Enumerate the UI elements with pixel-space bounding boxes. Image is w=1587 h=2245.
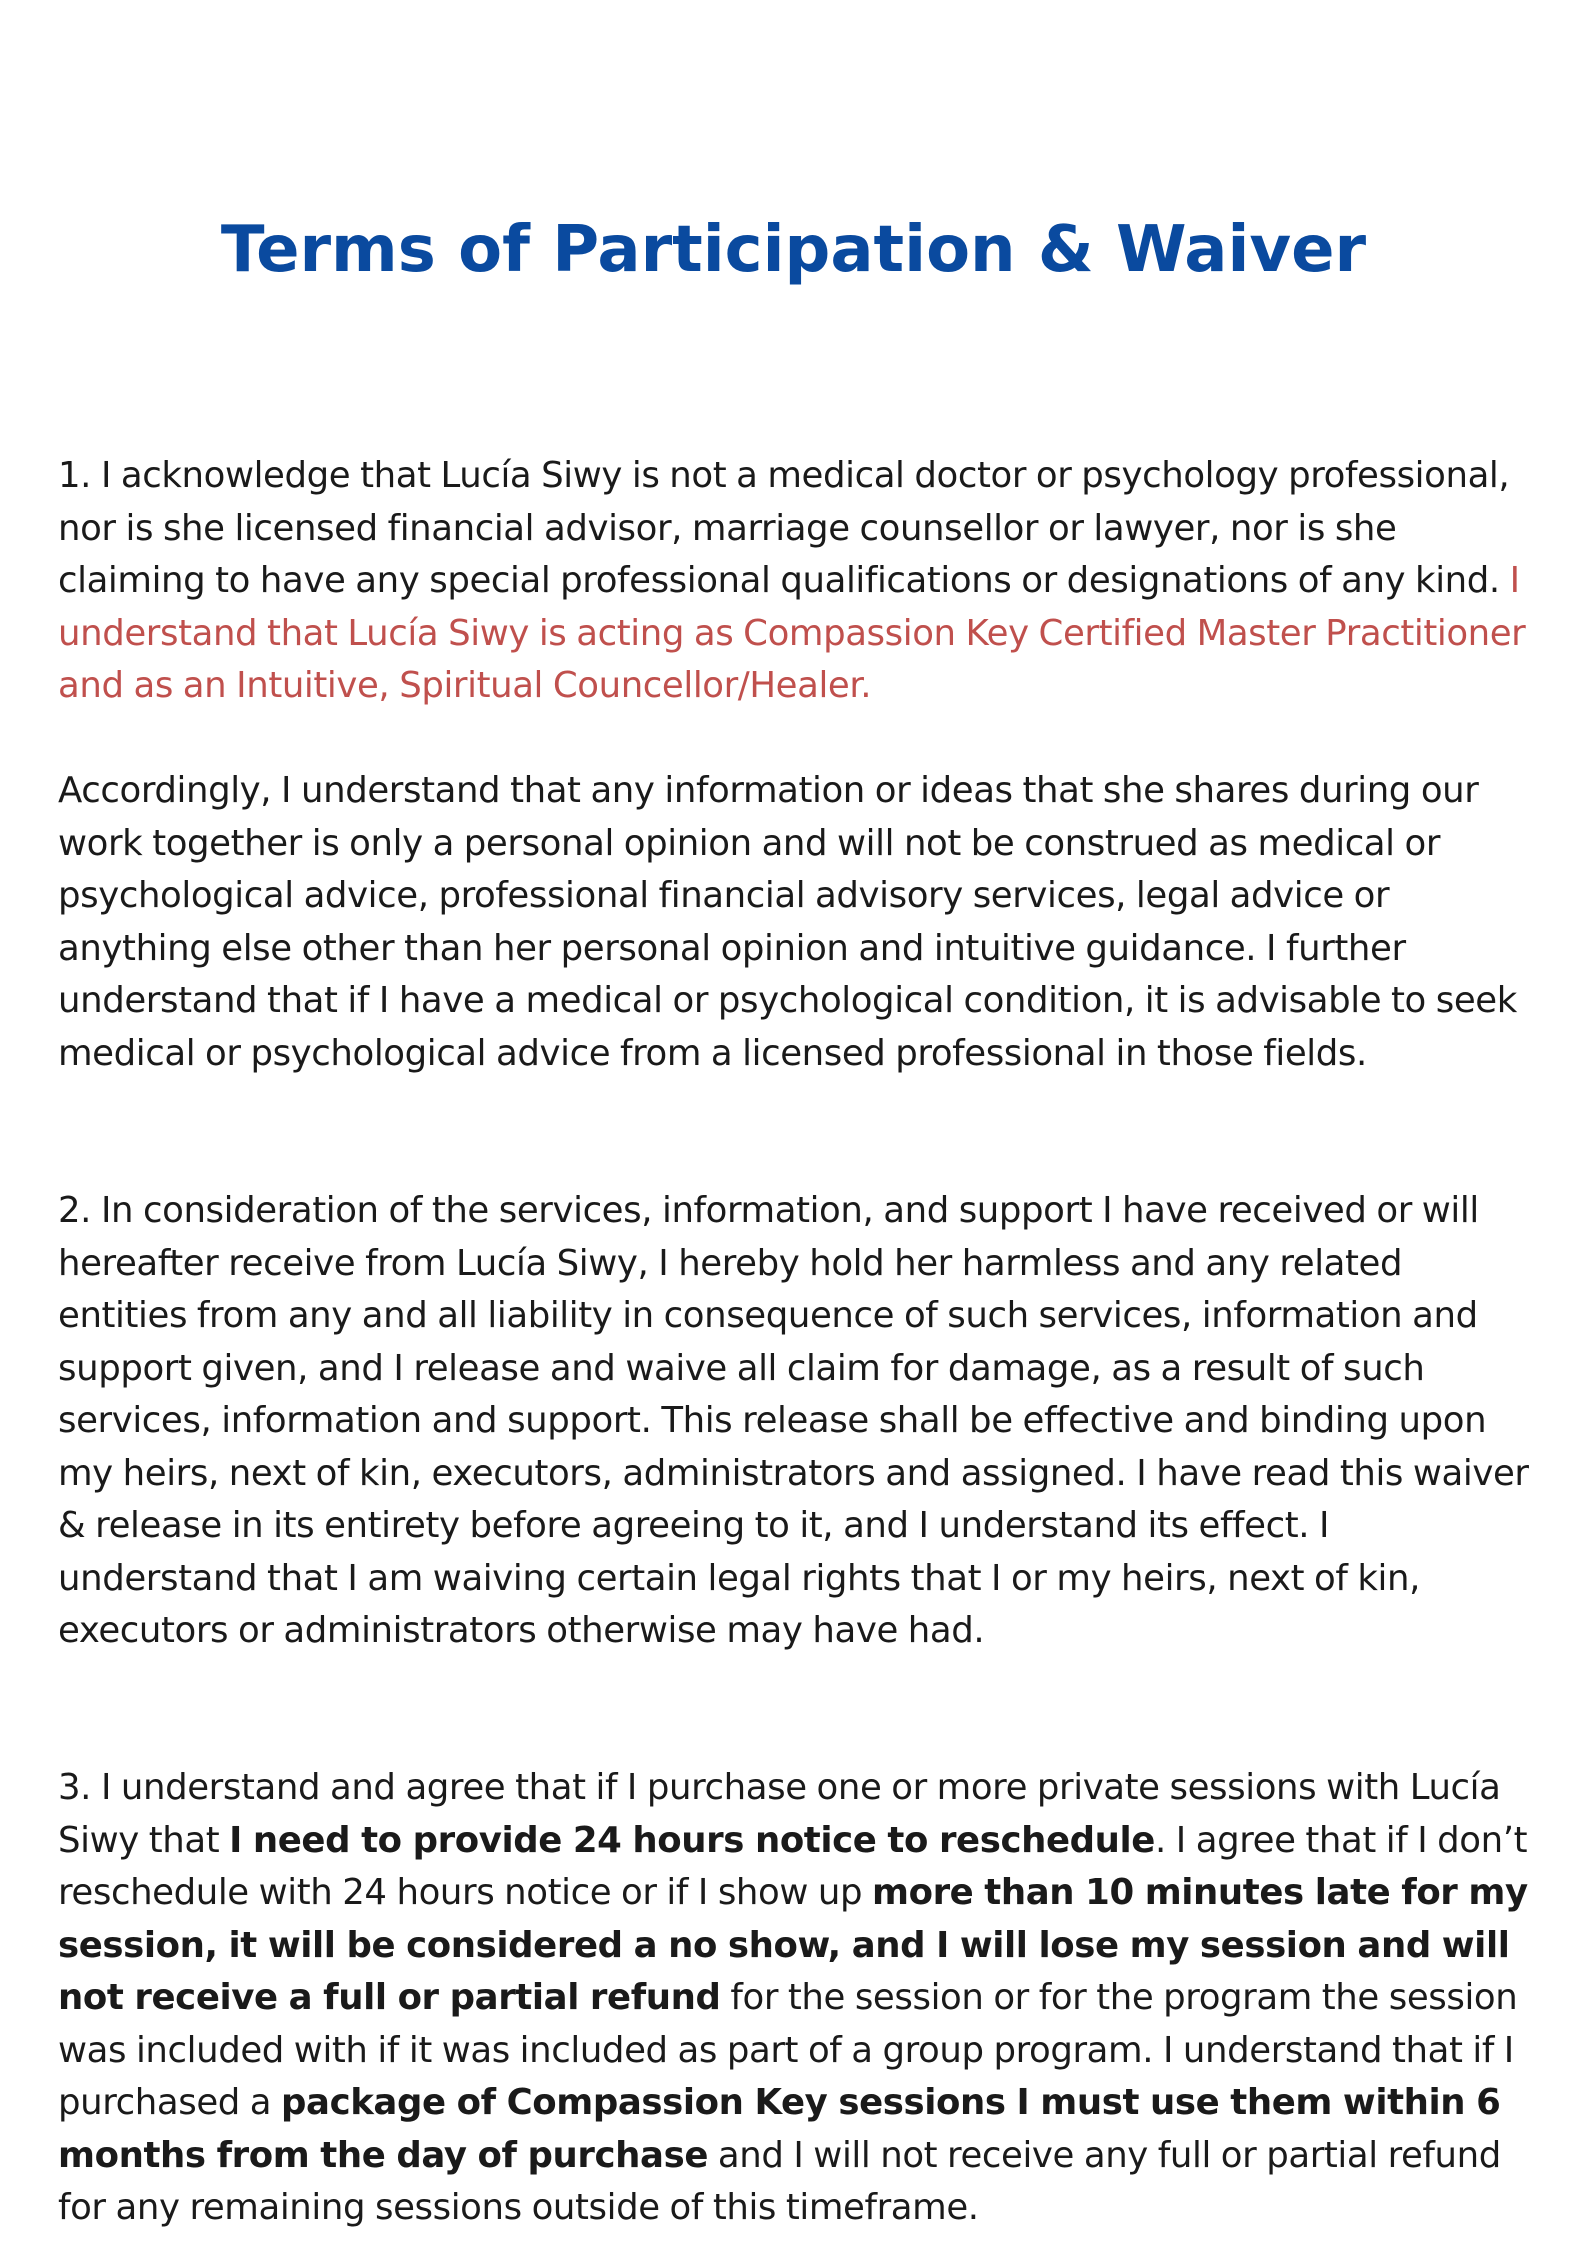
- section-3-text-1: 3. I understand and agree that if I purchase one or more private sessions with Lucía Siwy that: [58, 1767, 1501, 1861]
- section-3-text-3: for the session or for the program the session was included with if it was included as part of a group program. I understand that if I purchased a: [58, 1977, 1518, 2123]
- section-1-paragraph: [58, 450, 1538, 713]
- section-1-text: 1. I acknowledge that Lucía Siwy is not a medical doctor or psychology professional, nor is she licensed financial advisor, marriage counsellor or lawyer, nor is she claiming to have any special professional qualifications or designations of any kind.: [58, 455, 1510, 601]
- section-3-bold-3: package of Compassion Key sessions I must use them within 6 months from the day of purchase: [58, 2082, 1501, 2176]
- section-3-bold-2: more than 10 minutes late for my session, it will be considered a no show, and I will lose my session and will not receive a full or partial refund: [58, 1872, 1528, 2018]
- section-3-text-2: . I agree that if I don’t reschedule with 24 hours notice or if I show up: [58, 1819, 1528, 1913]
- section-1-continuation: Accordingly, I understand that any information or ideas that she shares during our work together is only a personal opinion and will not be construed as medical or psychological advice, professional financial advisory services, legal advice or anything else other than her personal opinion and intuitive guidance. I further understand that if I have a medical or psychological condition, it is advisable to seek medical or psychological advice from a licensed professional in those fields.: [58, 770, 1517, 1074]
- section-2-paragraph: 2. In consideration of the services, information, and support I have received or will hereafter receive from Lucía Siwy, I hereby hold her harmless and any related entities from any and all liability in consequence of such services, information and support given, and I release and waive all claim for damage, as a result of such services, information and support. This release shall be effective and binding upon my heirs, next of kin, executors, administrators and assigned. I have read this waiver & release in its entirety before agreeing to it, and I understand its effect. I understand that I am waiving certain legal rights that I or my heirs, next of kin, executors or administrators otherwise may have had.: [58, 1190, 1529, 1651]
- page-title: Terms of Participation & Waiver: [220, 213, 1367, 287]
- section-3-bold-1: I need to provide 24 hours notice to reschedule: [229, 1819, 1155, 1861]
- section-1-highlight: I understand that Lucía Siwy is acting as Compassion Key Certified Master Practitioner and as an Intuitive, Spiritual Councellor/Healer.: [58, 560, 1526, 706]
- section-3-paragraph: [58, 1762, 1538, 2235]
- section-3-text-4: and I will not receive any full or partial refund for any remaining sessions outside of this timeframe.: [58, 2134, 1501, 2228]
